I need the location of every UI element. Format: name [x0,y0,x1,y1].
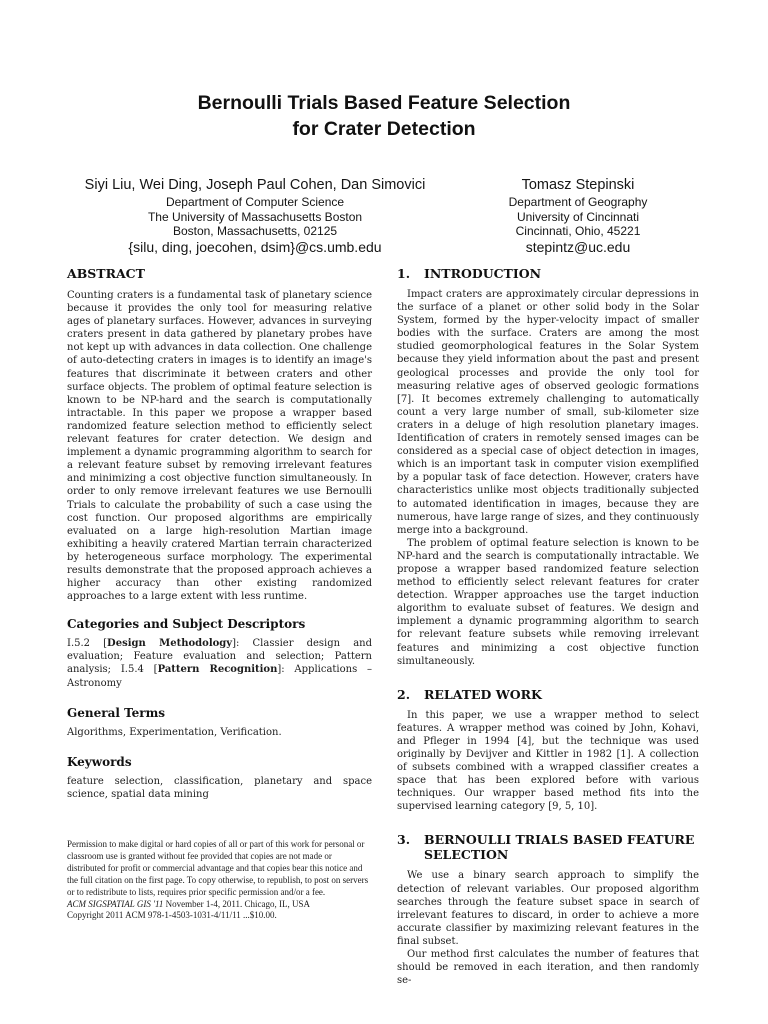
section-title: INTRODUCTION [424,266,542,281]
abstract-heading: ABSTRACT [67,266,145,281]
introduction-paragraph: Impact craters are approximately circular depressions in the surface of a planet or other solid body in the Solar System, formed by the hyper-velocity impact of smaller bodies with the surface. Craters are among the most studied geomorphological features in the Solar System because they yield information about the past and present geological processes and provide the only tool for measuring relative ages of observed geologic formations [7]. It becomes extremely challenging to automatically count a very large number of small, sub-kilometer size craters in a deluge of high resolution planetary images. Identification of craters in remotely sensed images can be considered as a special case of object detection in images, which is an important task in computer vision exemplified by a popular task of face detection. However, craters have characteristics unlike most objects traditionally subjected to automated identification in images, because they are numerous, have large range of sizes, and they continuously merge into a background. [397,289,699,536]
bernoulli-paragraph: We use a binary search approach to simplify the detection of relevant variables. Our proposed algorithm searches through the feature subset space in search of irrelevant features to discard, in order to achieve a more accurate classifier by maximizing relevant features in the final subset. [397,870,699,947]
abstract-text: Counting craters is a fundamental task of planetary science because it provides the only tool for measuring relative ages of planetary surfaces. However, advances in surveying craters present in data gathered by planetary probes have not kept up with advances in data collection. One challenge of auto-detecting craters in images is to identify an image's features that discriminate it between craters and other surface objects. The problem of optimal feature selection is known to be NP-hard and the search is computationally intractable. In this paper we propose a wrapper based randomized feature selection method to efficiently select relevant features for crater detection. We design and implement a dynamic programming algorithm to search for a relevant feature subset by removing irrelevant features and minimizing a cost objective function simultaneously. In order to only remove irrelevant features we use Bernoulli Trials to calculate the probability of such a case using the cost function. Our proposed algorithms are empirically evaluated on a large high-resolution Martian image exhibiting a heavily cratered Martian terrain characterized by heterogeneous surface morphology. The experimental results demonstrate that the proposed approach achieves a higher accuracy than other existing randomized approaches to a large extent with less runtime. [67,290,372,603]
bernoulli-paragraph: Our method first calculates the number of features that should be removed in each iteration, and then randomly se- [397,949,699,987]
related-work-paragraph: In this paper, we use a wrapper method to select features. A wrapper method was coined by John, Kohavi, and Pfleger in 1994 [4], but the technique was used originally by Devijver and Kittler in 1982 [1]. A collection of subsets combined with a wrapped classifier creates a space that has been explored before with various techniques. Our wrapper based method fits into the supervised learning category [9, 5, 10]. [397,709,699,813]
section-number: 2. [397,686,411,702]
author-block-uc [478,176,678,256]
category-descriptors: ]: Classier design and evaluation; Feature evaluation and selection; Pattern analysis; [67,638,372,676]
keywords-text: feature selection, classification, planetary and space science, spatial data mining [67,775,372,800]
section-title [424,832,694,862]
category-descriptors: ]: Applications – Astronomy [67,664,373,689]
section-number: 3. [397,832,411,848]
copyright-line: Copyright 2011 ACM 978-1-4503-1031-4/11/11 ...$10.00. [67,910,277,921]
section-heading-bernoulli [397,832,699,862]
paper-title-line2: for Crater Detection [292,118,476,140]
conference-details: November 1-4, 2011. Chicago, IL, USA [163,898,310,909]
category-code: I.5.2 [ [67,638,108,650]
section-heading-related-work [397,687,699,702]
author-university: University of Cincinnati [516,209,640,224]
categories-heading: Categories and Subject Descriptors [67,617,306,632]
categories-text [67,637,372,689]
author-names: Siyi Liu, Wei Ding, Joseph Paul Cohen, Dan Simovici [84,177,426,193]
introduction-paragraph: The problem of optimal feature selection is known to be NP-hard and the search is computationally intractable. We propose a wrapper based randomized feature selection method to efficiently select relevant features for crater detection. Wrapper approaches use the target induction algorithm to evaluate subset of features. We design and implement a dynamic programming algorithm to search for relevant feature subsets while removing irrelevant features and minimizing a cost objective function simultaneously. [397,537,699,667]
section-heading-introduction [397,266,699,281]
section-title-line1: BERNOULLI TRIALS BASED FEATURE [424,832,695,848]
general-terms-text: Algorithms, Experimentation, Verification. [67,726,282,738]
permission-notice [67,839,372,922]
section-number: 1. [397,266,411,281]
author-names: Tomasz Stepinski [521,177,635,193]
category-code: I.5.4 [ [111,664,158,676]
section-title-line2: SELECTION [424,847,509,863]
author-location: Boston, Massachusetts, 02125 [172,224,338,238]
category-name: Design Methodology [107,638,233,650]
conference-name: ACM SIGSPATIAL GIS '11 [67,898,164,909]
category-name: Pattern Recognition [157,664,278,676]
keywords-heading: Keywords [67,754,132,769]
right-column [397,266,699,987]
author-email: stepintz@uc.edu [525,238,631,255]
general-terms-heading: General Terms [67,705,166,720]
paper-title [0,90,768,142]
conference-line [67,899,372,911]
author-email: {silu, ding, joecohen, dsim}@cs.umb.edu [128,238,382,255]
author-department: Department of Computer Science [165,195,345,209]
author-department: Department of Geography [508,195,648,209]
left-column [67,266,372,801]
author-location: Cincinnati, Ohio, 45221 [515,224,641,238]
section-title: RELATED WORK [424,686,542,702]
author-university: The University of Massachusetts Boston [147,209,363,224]
author-block-umb [70,176,440,256]
paper-title-line1: Bernoulli Trials Based Feature Selection [197,92,571,114]
permission-text: Permission to make digital or hard copies of all or part of this work for personal or classroom use is granted without fee provided that copies are not made or distributed for profit or commercial advantage and that copies bear this notice and the full citation on the first page. To copy otherwise, to republish, to post on servers or to redistribute to lists, requires prior specific permission and/or a fee. [67,839,369,897]
